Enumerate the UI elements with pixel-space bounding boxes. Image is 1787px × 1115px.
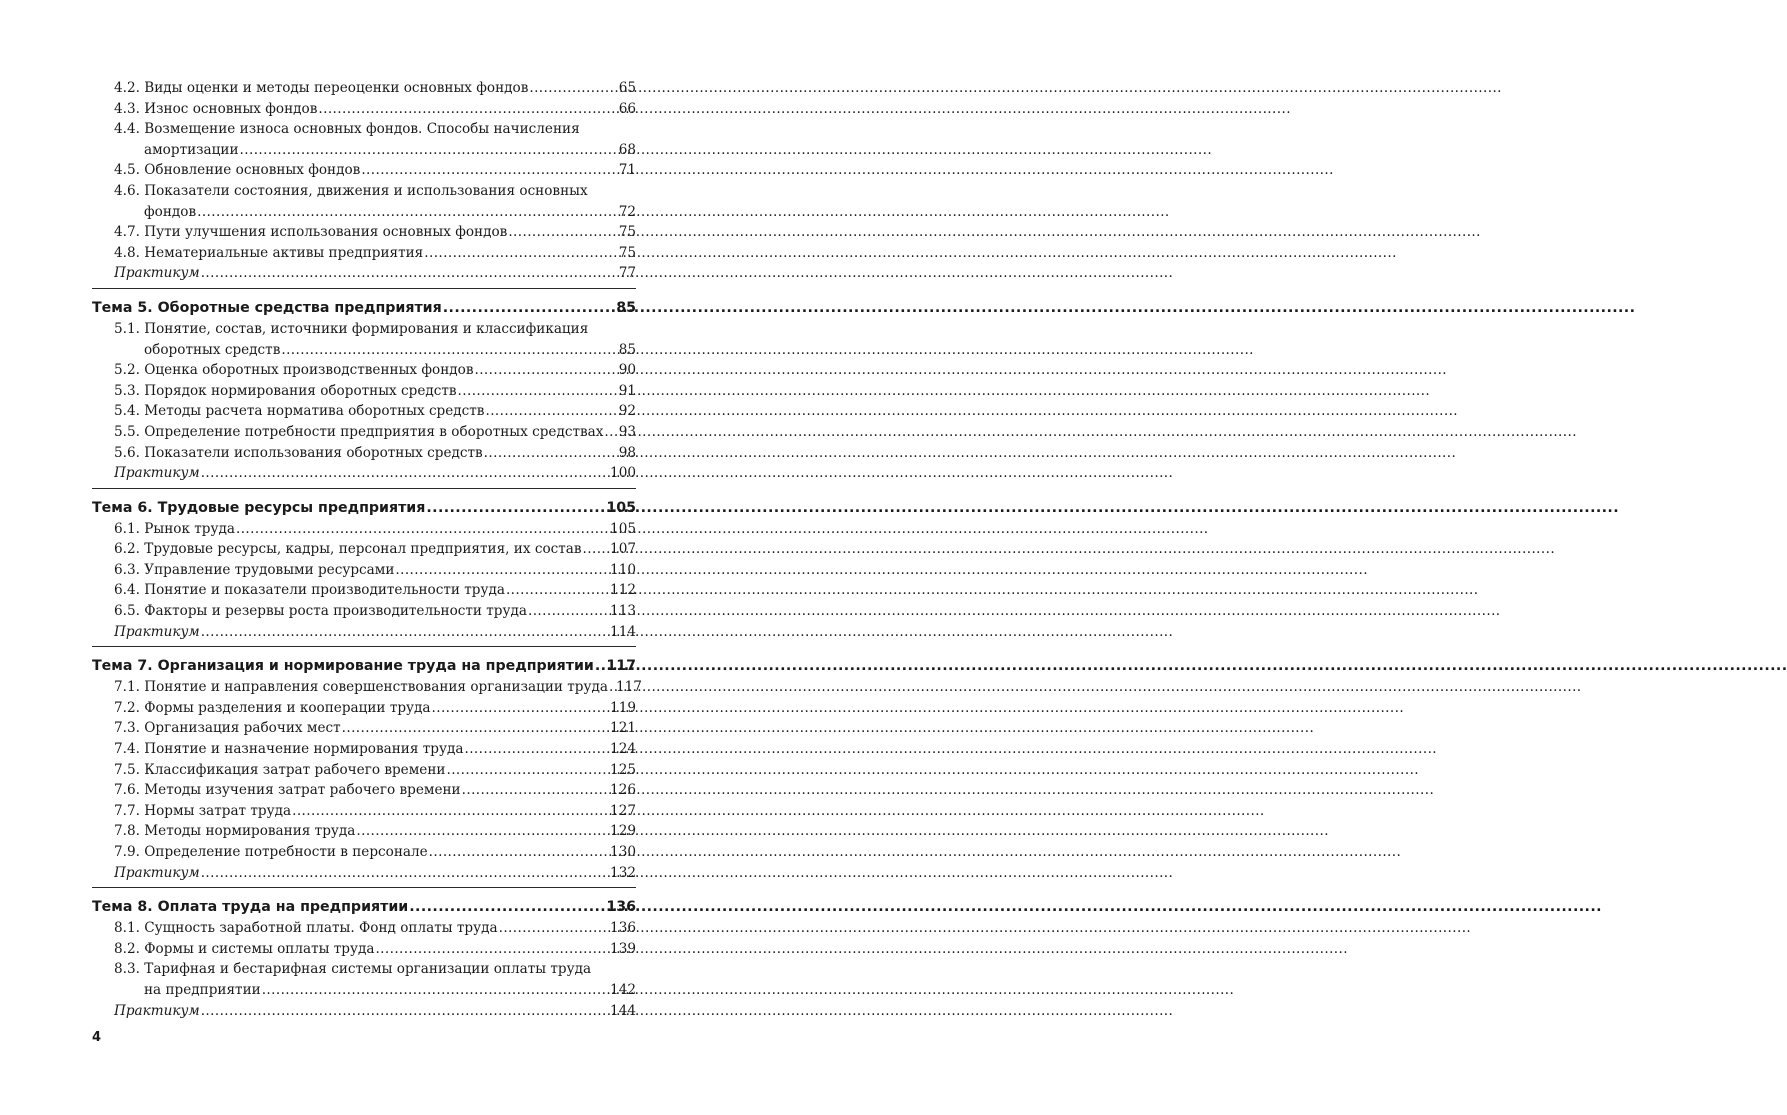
- toc-entry-5-4[interactable]: 5.4. Методы расчета норматива оборотных средств ..... 92: [92, 401, 636, 422]
- page-ref: 85: [618, 341, 636, 358]
- page-ref: 119: [610, 699, 636, 716]
- toc-entry-5-5[interactable]: 5.5. Определение потребности предприятия в оборотных средствах ..... 93: [92, 422, 636, 443]
- page-ref: 121: [610, 720, 636, 737]
- toc-entry-4-3[interactable]: 4.3. Износ основных фондов ..... 66: [92, 99, 636, 120]
- toc-entry-7-5[interactable]: 7.5. Классификация затрат рабочего времени ..... 125: [92, 760, 636, 781]
- page-ref: 71: [618, 162, 636, 179]
- page-ref: 142: [610, 981, 636, 998]
- toc-entry-8-1[interactable]: 8.1. Сущность заработной платы. Фонд оплаты труда ..... 136: [92, 918, 636, 939]
- toc-topic-8[interactable]: Тема 8. Оплата труда на предприятии ..... 136: [92, 887, 636, 918]
- toc-entry-5-2[interactable]: 5.2. Оценка оборотных производственных фондов ..... 90: [92, 360, 636, 381]
- page-ref: 105: [606, 499, 636, 516]
- toc-entry-8-3[interactable]: 8.3. Тарифная и бестарифная системы организации оплаты труда на предприятии ..... 142: [92, 959, 636, 1000]
- toc-entry-6-3[interactable]: 6.3. Управление трудовыми ресурсами ..... 110: [92, 560, 636, 581]
- page-ref: 77: [618, 265, 636, 282]
- page-ref: 110: [610, 561, 636, 578]
- toc-entry-7-3[interactable]: 7.3. Организация рабочих мест ..... 121: [92, 718, 636, 739]
- page-ref: 136: [610, 920, 636, 937]
- page-ref: 75: [618, 244, 636, 261]
- page-ref: 91: [618, 382, 636, 399]
- toc-topic-7[interactable]: Тема 7. Организация и нормирование труда на предприятии ..... 117: [92, 646, 636, 677]
- toc-entry-7-7[interactable]: 7.7. Нормы затрат труда ..... 127: [92, 801, 636, 822]
- toc-entry-praktikum-7[interactable]: Практикум ..... 132: [92, 863, 636, 884]
- toc-entry-4-2[interactable]: 4.2. Виды оценки и методы переоценки основных фондов ..... 65: [92, 78, 636, 99]
- toc-entry-6-5[interactable]: 6.5. Факторы и резервы роста производительности труда ..... 113: [92, 601, 636, 622]
- page-ref: 72: [618, 203, 636, 220]
- page-ref: 132: [610, 864, 636, 881]
- toc-entry-7-1[interactable]: 7.1. Понятие и направления совершенствования организации труда ..... 117: [92, 677, 636, 698]
- page-ref: 117: [615, 679, 642, 696]
- page-ref: 136: [606, 899, 636, 916]
- toc-entry-4-8[interactable]: 4.8. Нематериальные активы предприятия ..... 75: [92, 243, 636, 264]
- toc-entry-4-5[interactable]: 4.5. Обновление основных фондов ..... 71: [92, 160, 636, 181]
- page-ref: 130: [610, 844, 636, 860]
- page-ref: 68: [618, 141, 636, 158]
- table-of-contents: [92, 78, 642, 1021]
- page-ref: 127: [610, 802, 636, 819]
- page-ref: 107: [610, 541, 636, 558]
- page-ref: 112: [610, 582, 636, 599]
- toc-entry-5-6[interactable]: 5.6. Показатели использования оборотных средств ..... 98: [92, 443, 636, 464]
- page-ref: 100: [610, 465, 636, 482]
- page-ref: 117: [606, 658, 636, 675]
- toc-entry-4-4[interactable]: 4.4. Возмещение износа основных фондов. Способы начисления амортизации ..... 68: [92, 119, 636, 160]
- toc-entry-praktikum-4[interactable]: Практикум ..... 77: [92, 263, 636, 284]
- page-ref: 114: [610, 623, 636, 640]
- toc-entry-8-2[interactable]: 8.2. Формы и системы оплаты труда ..... 139: [92, 939, 636, 960]
- page-ref: 126: [610, 782, 636, 799]
- toc-entry-7-9[interactable]: 7.9. Определение потребности в персонале ..... 130: [92, 842, 636, 863]
- toc-entry-4-7[interactable]: 4.7. Пути улучшения использования основных фондов ..... 75: [92, 222, 636, 243]
- page-ref: 93: [618, 423, 636, 440]
- page-ref: 92: [618, 403, 636, 420]
- page-ref: 144: [610, 1002, 636, 1019]
- toc-entry-praktikum-8[interactable]: Практикум ..... 144: [92, 1001, 636, 1022]
- page-ref: 66: [618, 100, 636, 117]
- toc-entry-5-3[interactable]: 5.3. Порядок нормирования оборотных средств ..... 91: [92, 381, 636, 402]
- toc-entry-7-2[interactable]: 7.2. Формы разделения и кооперации труда ..... 119: [92, 698, 636, 719]
- page-number: 4: [92, 1030, 102, 1045]
- page-ref: 85: [616, 299, 636, 316]
- page-ref: 129: [610, 823, 636, 840]
- page-ref: 98: [618, 444, 636, 461]
- page-ref: 90: [618, 362, 636, 379]
- toc-entry-6-4[interactable]: 6.4. Понятие и показатели производительности труда ..... 112: [92, 580, 636, 601]
- page-ref: 65: [618, 80, 636, 96]
- toc-entry-6-1[interactable]: 6.1. Рынок труда ..... 105: [92, 519, 636, 540]
- page-ref: 75: [618, 224, 636, 241]
- toc-entry-7-6[interactable]: 7.6. Методы изучения затрат рабочего времени ..... 126: [92, 780, 636, 801]
- page-ref: 113: [610, 603, 636, 620]
- toc-entry-praktikum-5[interactable]: Практикум ..... 100: [92, 463, 636, 484]
- toc-entry-5-1[interactable]: 5.1. Понятие, состав, источники формирования и классификация оборотных средств ..... 85: [92, 319, 636, 360]
- page-ref: 105: [610, 520, 636, 537]
- toc-entry-4-6[interactable]: 4.6. Показатели состояния, движения и использования основных фондов ..... 72: [92, 181, 636, 222]
- page-ref: 125: [610, 761, 636, 778]
- toc-entry-7-8[interactable]: 7.8. Методы нормирования труда ..... 129: [92, 821, 636, 842]
- toc-entry-7-4[interactable]: 7.4. Понятие и назначение нормирования труда ..... 124: [92, 739, 636, 760]
- toc-topic-5[interactable]: Тема 5. Оборотные средства предприятия ..... 85: [92, 288, 636, 319]
- page-ref: 124: [610, 741, 636, 758]
- toc-entry-6-2[interactable]: 6.2. Трудовые ресурсы, кадры, персонал предприятия, их состав ..... 107: [92, 539, 636, 560]
- toc-entry-praktikum-6[interactable]: Практикум ..... 114: [92, 622, 636, 643]
- page-ref: 139: [610, 940, 636, 957]
- toc-topic-6[interactable]: Тема 6. Трудовые ресурсы предприятия ..... 105: [92, 488, 636, 519]
